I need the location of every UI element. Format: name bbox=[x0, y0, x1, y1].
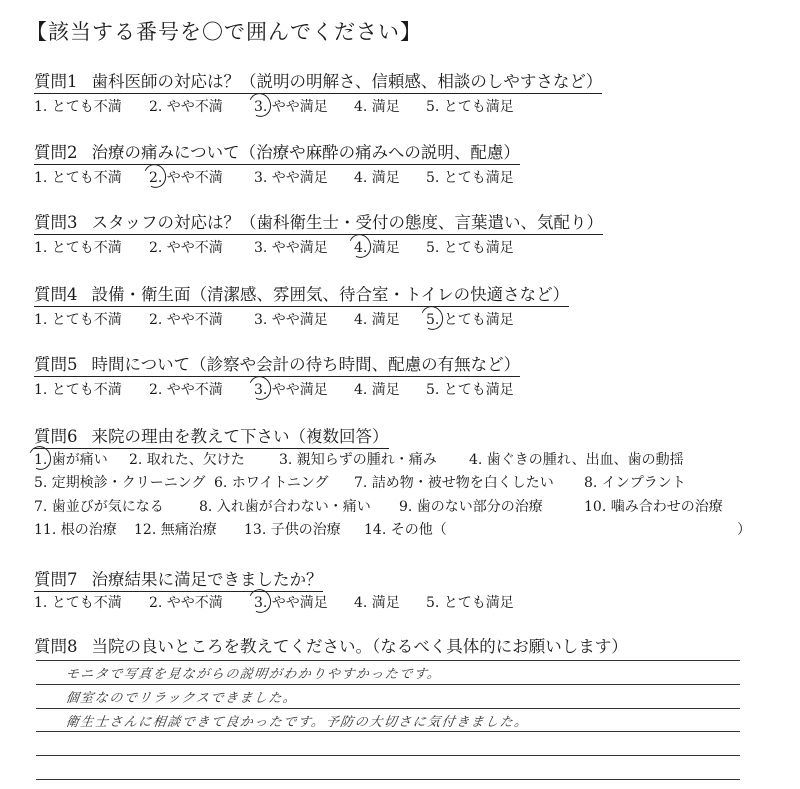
question-2 bbox=[34, 139, 520, 165]
q6-reason-5[interactable]: 5. 定期検診・クリーニング bbox=[34, 475, 206, 491]
question-6-title: 質問6 来院の理由を教えて下さい（複数回答） bbox=[34, 423, 389, 449]
q6-reason-4[interactable]: 4. 歯ぐきの腫れ、出血、歯の動揺 bbox=[469, 452, 684, 468]
q2-option-5[interactable]: 5. とても満足 bbox=[426, 170, 514, 186]
q3-option-2[interactable]: 2. やや不満 bbox=[149, 240, 223, 256]
question-1-options bbox=[34, 96, 514, 116]
q4-option-5-circled[interactable]: 5. とても満足 bbox=[426, 309, 514, 329]
q6-reason-8[interactable]: 8. インプラント bbox=[584, 475, 686, 491]
q6-other-close-paren: ） bbox=[737, 522, 751, 538]
q6-line-4 bbox=[34, 519, 447, 539]
q3-option-3[interactable]: 3. やや満足 bbox=[254, 240, 328, 256]
q1-option-4[interactable]: 4. 満足 bbox=[354, 99, 400, 115]
question-3-title: 質問3 スタッフの対応は？（歯科衛生士・受付の態度、言葉遣い、気配り） bbox=[34, 209, 603, 235]
question-4-options bbox=[34, 309, 514, 329]
question-7-title: 質問7 治療結果に満足できましたか？ bbox=[34, 566, 323, 592]
q3-option-5[interactable]: 5. とても満足 bbox=[426, 240, 514, 256]
question-5 bbox=[34, 351, 520, 377]
answer-line bbox=[36, 684, 740, 685]
q6-reason-other[interactable]: 14. その他（ bbox=[364, 522, 447, 538]
q1-option-5[interactable]: 5. とても満足 bbox=[426, 99, 514, 115]
q5-option-5[interactable]: 5. とても満足 bbox=[426, 382, 514, 398]
q2-option-3[interactable]: 3. やや満足 bbox=[254, 170, 328, 186]
question-7-options bbox=[34, 592, 514, 612]
q4-option-2[interactable]: 2. やや不満 bbox=[149, 312, 223, 328]
q6-reason-6[interactable]: 6. ホワイトニング bbox=[214, 475, 329, 491]
q6-reason-2[interactable]: 2. 取れた、欠けた bbox=[129, 452, 245, 468]
q7-option-4[interactable]: 4. 満足 bbox=[354, 595, 400, 611]
q6-reason-12[interactable]: 10. 噛み合わせの治療 bbox=[584, 499, 723, 515]
q6-line-2 bbox=[34, 472, 686, 492]
question-1-title: 質問1 歯科医師の対応は？（説明の明解さ、信頼感、相談のしやすさなど） bbox=[34, 68, 602, 94]
q4-option-1[interactable]: 1. とても不満 bbox=[34, 312, 122, 328]
q6-line-1 bbox=[34, 449, 684, 469]
q6-reason-9[interactable]: 7. 歯並びが気になる bbox=[34, 499, 164, 515]
q1-option-1[interactable]: 1. とても不満 bbox=[34, 99, 122, 115]
q2-option-1[interactable]: 1. とても不満 bbox=[34, 170, 122, 186]
question-4-title: 質問4 設備・衛生面（清潔感、雰囲気、待合室・トイレの快適さなど） bbox=[34, 281, 569, 307]
q2-option-2-circled[interactable]: 2. やや不満 bbox=[149, 167, 254, 187]
q6-reason-1-circled[interactable]: 1. 歯が痛い bbox=[34, 449, 129, 469]
page-title: 【該当する番号を〇で囲んでください】 bbox=[26, 20, 422, 44]
q6-reason-14[interactable]: 12. 無痛治療 bbox=[134, 522, 217, 538]
q5-option-4[interactable]: 4. 満足 bbox=[354, 382, 400, 398]
question-4 bbox=[34, 281, 569, 307]
q2-option-4[interactable]: 4. 満足 bbox=[354, 170, 400, 186]
q6-reason-3[interactable]: 3. 親知らずの腫れ・痛み bbox=[279, 452, 437, 468]
question-1 bbox=[34, 68, 602, 94]
question-5-title: 質問5 時間について（診察や会計の待ち時間、配慮の有無など） bbox=[34, 351, 520, 377]
q6-reason-15[interactable]: 13. 子供の治療 bbox=[244, 522, 341, 538]
handwritten-answer-line-2: 個室なのでリラックスできました。 bbox=[64, 691, 299, 706]
question-5-options bbox=[34, 379, 514, 399]
q7-option-5[interactable]: 5. とても満足 bbox=[426, 595, 514, 611]
q6-reason-11[interactable]: 9. 歯のない部分の治療 bbox=[399, 499, 543, 515]
handwritten-answer-line-1: モニタで写真を見ながらの説明がわかりやすかったです。 bbox=[64, 667, 443, 682]
question-7 bbox=[34, 566, 323, 592]
answer-line bbox=[36, 708, 740, 709]
q7-option-3-circled[interactable]: 3. やや満足 bbox=[254, 592, 354, 612]
q6-reason-10[interactable]: 8. 入れ歯が合わない・痛い bbox=[199, 499, 371, 515]
q3-option-4-circled[interactable]: 4. 満足 bbox=[354, 237, 426, 257]
q1-option-3-circled[interactable]: 3. やや満足 bbox=[254, 96, 354, 116]
handwritten-answer-line-3: 衛生士さんに相談できて良かったです。予防の大切さに気付きました。 bbox=[64, 715, 530, 730]
question-2-title: 質問2 治療の痛みについて（治療や麻酔の痛みへの説明、配慮） bbox=[34, 139, 520, 165]
question-8 bbox=[34, 633, 628, 657]
answer-line bbox=[36, 731, 740, 732]
question-8-title: 質問8 当院の良いところを教えてください。（なるべく具体的にお願いします） bbox=[34, 637, 628, 656]
q6-line-3 bbox=[34, 496, 723, 516]
q1-option-2[interactable]: 2. やや不満 bbox=[149, 99, 223, 115]
q7-option-2[interactable]: 2. やや不満 bbox=[149, 595, 223, 611]
answer-line bbox=[36, 660, 740, 661]
question-3 bbox=[34, 209, 603, 235]
q3-option-1[interactable]: 1. とても不満 bbox=[34, 240, 122, 256]
q6-reason-7[interactable]: 7. 詰め物・被せ物を白くしたい bbox=[354, 475, 554, 491]
q4-option-4[interactable]: 4. 満足 bbox=[354, 312, 400, 328]
question-2-options bbox=[34, 167, 514, 187]
question-3-options bbox=[34, 237, 514, 257]
q5-option-2[interactable]: 2. やや不満 bbox=[149, 382, 223, 398]
q6-reason-13[interactable]: 11. 根の治療 bbox=[34, 522, 117, 538]
question-6 bbox=[34, 423, 389, 449]
q5-option-3-circled[interactable]: 3. やや満足 bbox=[254, 379, 354, 399]
q7-option-1[interactable]: 1. とても不満 bbox=[34, 595, 122, 611]
q4-option-3[interactable]: 3. やや満足 bbox=[254, 312, 328, 328]
answer-line bbox=[36, 779, 740, 780]
q5-option-1[interactable]: 1. とても不満 bbox=[34, 382, 122, 398]
answer-line bbox=[36, 755, 740, 756]
